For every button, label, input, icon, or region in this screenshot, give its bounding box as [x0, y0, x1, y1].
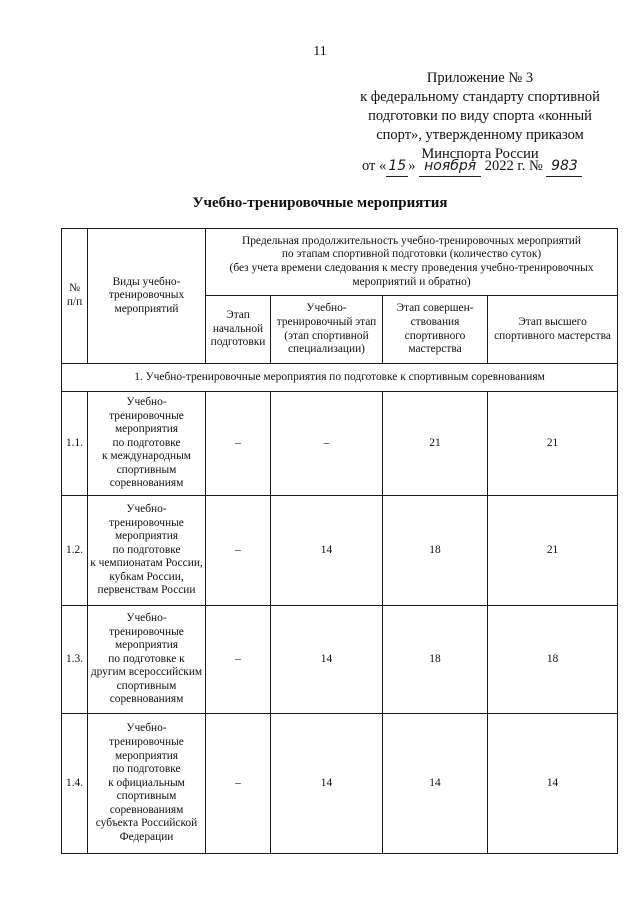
order-date-line	[362, 157, 632, 177]
row-value-initial: –	[206, 714, 271, 854]
order-month-handwritten: ноября	[419, 157, 481, 177]
row-value-improvement: 14	[383, 714, 488, 854]
row-value-highest: 21	[488, 496, 618, 606]
row-value-improvement: 21	[383, 392, 488, 496]
header-event-type: Виды учебно- тренировочных мероприятий	[88, 229, 206, 364]
row-value-highest: 14	[488, 714, 618, 854]
training-events-table	[61, 228, 618, 854]
table-row	[62, 714, 618, 854]
header-number: № п/п	[62, 229, 88, 364]
row-value-improvement: 18	[383, 496, 488, 606]
table-row	[62, 606, 618, 714]
section-title: 1. Учебно-тренировочные мероприятия по подготовке к спортивным соревнованиям	[62, 364, 618, 392]
row-value-highest: 18	[488, 606, 618, 714]
order-prefix: от «	[362, 158, 387, 174]
row-number: 1.3.	[62, 606, 88, 714]
appendix-line: к федеральному стандарту спортивной	[360, 89, 600, 105]
appendix-line: спорт», утвержденному приказом	[376, 127, 584, 143]
row-value-initial: –	[206, 606, 271, 714]
appendix-line: Приложение № 3	[426, 70, 534, 86]
header-duration-group: Предельная продолжительность учебно-тренировочных мероприятий по этапам спортивной подготовки (количество суток) (без учета времени следования к месту проведения учебно-тренировочных мероприятий и обратно)	[206, 229, 618, 296]
row-value-training: 14	[271, 606, 383, 714]
row-number: 1.2.	[62, 496, 88, 606]
header-stage-highest: Этап высшего спортивного мастерства	[488, 296, 618, 364]
order-mid: »	[408, 158, 416, 174]
header-stage-improvement: Этап совершен- ствования спортивного мастерства	[383, 296, 488, 364]
row-number: 1.4.	[62, 714, 88, 854]
row-value-highest: 21	[488, 392, 618, 496]
row-value-initial: –	[206, 392, 271, 496]
row-event-name: Учебно- тренировочные мероприятия по подготовке к чемпионатам России, кубкам России, первенствам России	[88, 496, 206, 606]
section-row	[62, 364, 618, 392]
order-number-handwritten: 983	[546, 157, 582, 177]
row-number: 1.1.	[62, 392, 88, 496]
row-event-name: Учебно- тренировочные мероприятия по подготовке к международным спортивным соревнованиям	[88, 392, 206, 496]
row-value-training: 14	[271, 496, 383, 606]
row-value-training: 14	[271, 714, 383, 854]
row-value-improvement: 18	[383, 606, 488, 714]
row-value-training: –	[271, 392, 383, 496]
appendix-header	[330, 69, 630, 164]
order-day-handwritten: 15	[386, 157, 408, 177]
row-event-name: Учебно- тренировочные мероприятия по подготовке к другим всероссийским спортивным соревнованиям	[88, 606, 206, 714]
appendix-line: подготовки по виду спорта «конный	[368, 108, 592, 124]
header-stage-training: Учебно- тренировочный этап (этап спортивной специализации)	[271, 296, 383, 364]
document-title: Учебно-тренировочные мероприятия	[192, 195, 448, 211]
appendix-line: Минспорта России	[421, 146, 539, 162]
order-year: 2022 г. №	[484, 158, 543, 174]
header-stage-initial: Этап начальной подготовки	[206, 296, 271, 364]
table-row	[62, 496, 618, 606]
page-number: 11	[313, 44, 327, 59]
table-row	[62, 392, 618, 496]
row-value-initial: –	[206, 496, 271, 606]
row-event-name: Учебно- тренировочные мероприятия по подготовке к официальным спортивным соревнованиям субъекта Российской Федерации	[88, 714, 206, 854]
